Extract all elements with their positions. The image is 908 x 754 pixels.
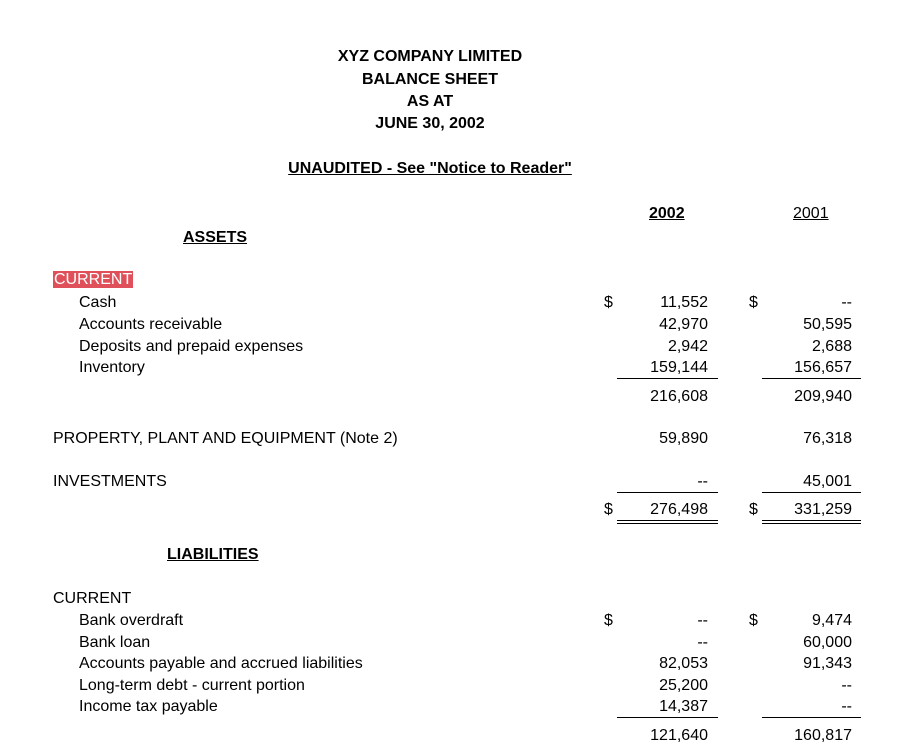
liability-value-2002-payables: 82,053 [659, 655, 708, 672]
statement-date: JUNE 30, 2002 [375, 115, 485, 132]
total-double-rule [617, 520, 718, 524]
liability-value-2001-overdraft: 9,474 [811, 612, 852, 629]
liabilities-current-label: CURRENT [53, 590, 132, 607]
liability-value-2002-bank-loan: -- [697, 634, 708, 651]
subtotal-rule [617, 378, 718, 379]
assets-current-label-text: CURRENT [54, 271, 133, 288]
liability-value-2001-income-tax: -- [841, 698, 852, 715]
currency-symbol: $ [604, 612, 613, 629]
asset-label-inventory: Inventory [79, 359, 145, 376]
asset-value-2001-inventory: 156,657 [794, 359, 852, 376]
liability-label-ltd-current: Long-term debt - current portion [79, 677, 305, 694]
liability-value-2002-income-tax: 14,387 [659, 698, 708, 715]
asset-value-2001-receivable: 50,595 [803, 316, 852, 333]
investments-label: INVESTMENTS [53, 473, 167, 490]
subtotal-rule [617, 717, 718, 718]
asset-value-2001-deposits: 2,688 [811, 338, 852, 355]
liability-value-2001-bank-loan: 60,000 [803, 634, 852, 651]
ppe-value-2001: 76,318 [803, 430, 852, 447]
investments-value-2002: -- [697, 473, 708, 490]
asset-value-2002-receivable: 42,970 [659, 316, 708, 333]
total-assets-2001: 331,259 [794, 501, 852, 518]
investments-value-2001: 45,001 [803, 473, 852, 490]
notice-to-reader: UNAUDITED - See "Notice to Reader" [288, 160, 572, 177]
subtotal-rule [762, 492, 861, 493]
assets-current-total-2001: 209,940 [794, 388, 852, 405]
total-assets-2002: 276,498 [650, 501, 708, 518]
liabilities-current-total-2002: 121,640 [650, 727, 708, 744]
ppe-value-2002: 59,890 [659, 430, 708, 447]
currency-symbol: $ [749, 294, 758, 311]
subtotal-rule [617, 492, 718, 493]
liability-value-2001-ltd-current: -- [841, 677, 852, 694]
currency-symbol: $ [604, 501, 613, 518]
subtotal-rule [762, 378, 861, 379]
liability-value-2002-ltd-current: 25,200 [659, 677, 708, 694]
currency-symbol: $ [749, 612, 758, 629]
asset-value-2002-cash: 11,552 [660, 294, 708, 311]
as-at-label: AS AT [406, 93, 454, 110]
currency-symbol: $ [749, 501, 758, 518]
asset-label-receivable: Accounts receivable [79, 316, 223, 333]
statement-title: BALANCE SHEET [361, 71, 498, 88]
liability-label-payables: Accounts payable and accrued liabilities [79, 655, 363, 672]
liability-label-income-tax: Income tax payable [79, 698, 218, 715]
subtotal-rule [762, 717, 861, 718]
assets-current-total-2002: 216,608 [650, 388, 708, 405]
asset-label-cash: Cash [79, 294, 117, 311]
column-header-2001: 2001 [793, 205, 829, 222]
company-name: XYZ COMPANY LIMITED [337, 48, 523, 65]
liability-label-bank-loan: Bank loan [79, 634, 151, 651]
asset-value-2002-inventory: 159,144 [650, 359, 708, 376]
liability-value-2002-overdraft: -- [697, 612, 708, 629]
assets-heading: ASSETS [183, 229, 248, 246]
assets-current-label [53, 270, 133, 290]
asset-value-2001-cash: -- [841, 294, 852, 311]
asset-label-deposits: Deposits and prepaid expenses [79, 338, 304, 355]
ppe-label: PROPERTY, PLANT AND EQUIPMENT (Note 2) [53, 430, 398, 447]
liability-value-2001-payables: 91,343 [803, 655, 852, 672]
liabilities-current-total-2001: 160,817 [794, 727, 852, 744]
liability-label-overdraft: Bank overdraft [79, 612, 184, 629]
currency-symbol: $ [604, 294, 613, 311]
liabilities-heading: LIABILITIES [167, 546, 259, 563]
column-header-2002: 2002 [649, 205, 685, 222]
total-double-rule [762, 520, 861, 524]
asset-value-2002-deposits: 2,942 [667, 338, 708, 355]
